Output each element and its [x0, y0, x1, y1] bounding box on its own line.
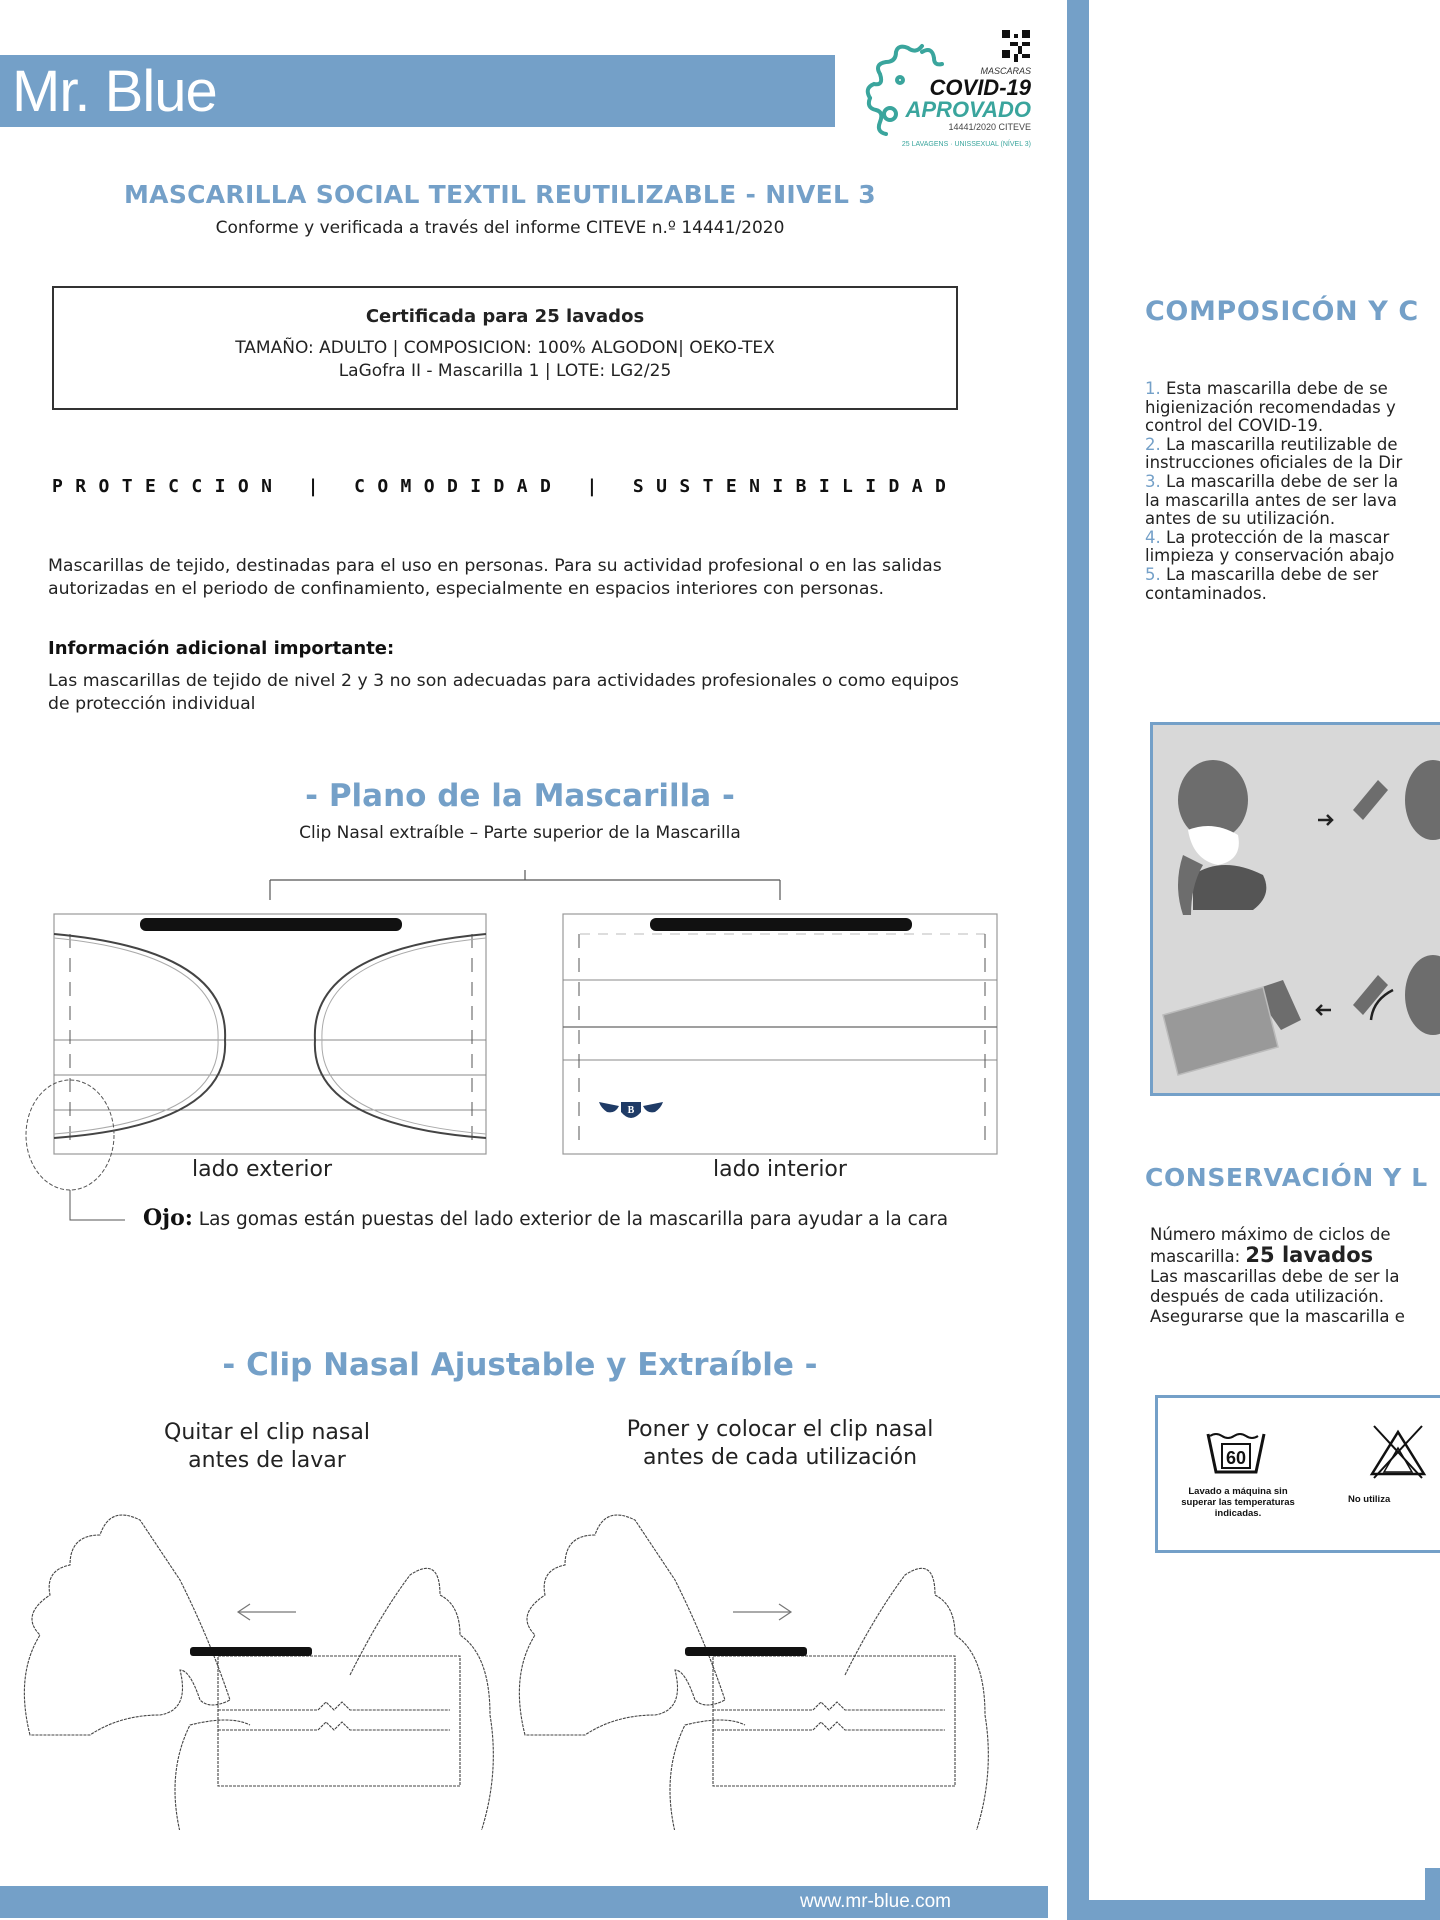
item-number: 3. [1145, 471, 1161, 491]
wash-count-prefix: mascarilla: [1150, 1247, 1246, 1266]
item-text: La mascarilla debe de ser la [1160, 471, 1399, 491]
plano-section-title: - Plano de la Mascarilla - [305, 778, 735, 814]
badge-aprovado: APROVADO [905, 97, 1031, 122]
nasal-clip-exterior [140, 918, 402, 931]
item-number: 1. [1145, 379, 1161, 398]
remove-clip-caption [67, 1419, 467, 1475]
list-item [1145, 566, 1440, 585]
item-number: 5. [1145, 564, 1161, 584]
conservation-title: CONSERVACIÓN Y L [1145, 1163, 1428, 1192]
description-paragraph: Mascarillas de tejido, destinadas para el uso en personas. Para su actividad profesional o en las salidas autorizadas en el periodo de confinamiento, especialmente en espacios interiores con personas. [48, 556, 942, 599]
conservation-line: Las mascarillas debe de ser la [1150, 1267, 1400, 1286]
mask-removal-illustration [1150, 722, 1440, 1096]
caption-line: antes de lavar [188, 1448, 346, 1473]
no-bleach-label: No utiliza [1348, 1494, 1391, 1505]
certification-box [52, 286, 958, 410]
tagline: PROTECCION | COMODIDAD | SUSTENIBILIDAD [52, 476, 959, 497]
care-text: indicadas. [1214, 1508, 1262, 1519]
mask-removal-steps-icon [1153, 725, 1440, 1096]
care-text: superar las temperaturas [1181, 1497, 1295, 1508]
care-text: Lavado a máquina sin [1188, 1486, 1288, 1497]
arrow-left-icon [238, 1604, 296, 1620]
badge-footer: 25 LAVAGENS · UNISSEXUAL (NÍVEL 3) [901, 141, 1031, 148]
insert-clip-hands-drawing [519, 1515, 988, 1830]
note-text: Las gomas están puestas del lado exterior de la mascarilla para ayudar a la cara [192, 1209, 949, 1230]
label-exterior-side: lado exterior [191, 1157, 332, 1182]
badge-mascaras: MASCARAS [980, 66, 1031, 76]
document-subtitle: Conforme y verificada a través del informe CITEVE n.º 14441/2020 [215, 218, 785, 238]
mask-exterior-drawing [54, 914, 486, 1154]
elastic-note [143, 1205, 948, 1231]
list-item [1145, 436, 1440, 455]
mask-interior-drawing [563, 914, 997, 1154]
brand-wings-logo-icon [599, 1102, 663, 1118]
svg-text:B: B [627, 1105, 635, 1116]
item-number: 4. [1145, 527, 1161, 547]
document-title: MASCARILLA SOCIAL TEXTIL REUTILIZABLE - NIVEL 3 [124, 180, 876, 209]
caption-line: Quitar el clip nasal [164, 1420, 370, 1445]
list-item [1145, 529, 1440, 548]
item-text: La mascarilla reutilizable de [1160, 434, 1398, 454]
item-text: La protección de la mascar [1160, 527, 1390, 547]
insert-clip-caption [580, 1416, 980, 1472]
item-text: control del COVID-19. [1145, 416, 1324, 436]
note-label: Ojo: [143, 1205, 193, 1231]
caption-line: Poner y colocar el clip nasal [626, 1417, 934, 1442]
caption-line: antes de cada utilización [642, 1445, 918, 1470]
brand-logo-text: Mr. Blue [12, 59, 217, 124]
svg-text:60: 60 [1225, 1448, 1247, 1468]
plano-subtitle: Clip Nasal extraíble – Parte superior de la Mascarilla [299, 823, 741, 843]
item-text: limpieza y conservación abajo [1145, 546, 1395, 566]
item-text: la mascarilla antes de ser lava [1145, 490, 1398, 510]
certification-lot: LaGofra II - Mascarilla 1 | LOTE: LG2/25 [338, 361, 672, 381]
label-interior-side: lado interior [713, 1157, 847, 1182]
list-item [1145, 473, 1440, 492]
clip-hands-illustration [0, 1470, 1040, 1830]
usage-instructions-list [1145, 380, 1440, 603]
callout-circle [26, 1080, 125, 1220]
certification-specs: TAMAÑO: ADULTO | COMPOSICION: 100% ALGODON| OEKO-TEX [235, 338, 775, 358]
conservation-line: Asegurarse que la mascarilla e [1150, 1307, 1405, 1326]
conservation-line: Número máximo de ciclos de [1150, 1225, 1391, 1244]
care-symbols-box [1155, 1395, 1440, 1553]
nasal-clip-right [685, 1647, 807, 1656]
item-text: instrucciones oficiales de la Dir [1145, 453, 1403, 473]
item-number: 2. [1145, 434, 1161, 454]
right-page-footer-bar [1067, 1900, 1440, 1920]
wash-count: 25 lavados [1245, 1243, 1374, 1267]
item-text: higienización recomendadas y [1145, 397, 1396, 417]
clip-section-title: - Clip Nasal Ajustable y Extraíble - [222, 1347, 818, 1383]
item-text: La mascarilla debe de ser [1160, 564, 1379, 584]
item-text: Esta mascarilla debe de se [1160, 379, 1388, 398]
arrow-right-icon [733, 1604, 791, 1620]
remove-clip-hands-drawing [24, 1515, 493, 1830]
qr-code-icon [1002, 30, 1030, 62]
nasal-clip-interior [650, 918, 912, 931]
badge-covid19: COVID-19 [929, 75, 1031, 100]
page-divider [1067, 0, 1089, 1920]
item-text: contaminados. [1145, 583, 1267, 603]
no-bleach-icon [1368, 1424, 1428, 1480]
conservation-line: después de cada utilización. [1150, 1287, 1384, 1306]
additional-info-heading: Información adicional importante: [48, 638, 395, 659]
certification-heading: Certificada para 25 lavados [365, 306, 645, 327]
nasal-clip-left [190, 1647, 312, 1656]
website-link[interactable]: www.mr-blue.com [800, 1891, 951, 1912]
wash-60-icon [1206, 1430, 1266, 1476]
conservation-text [1150, 1225, 1440, 1327]
right-page-footer-tab [1425, 1868, 1440, 1908]
item-text: antes de su utilización. [1145, 509, 1336, 529]
wash-instruction-label [1168, 1486, 1308, 1519]
conservation-line [1150, 1245, 1440, 1267]
list-item [1145, 380, 1440, 399]
additional-info-text: Las mascarillas de tejido de nivel 2 y 3 no son adecuadas para actividades profesionales o como equipos de protección individual [48, 671, 959, 714]
composition-title: COMPOSICÓN Y C [1145, 296, 1419, 327]
badge-report-number: 14441/2020 CITEVE [948, 122, 1031, 132]
nasal-clip-bracket [270, 870, 780, 900]
